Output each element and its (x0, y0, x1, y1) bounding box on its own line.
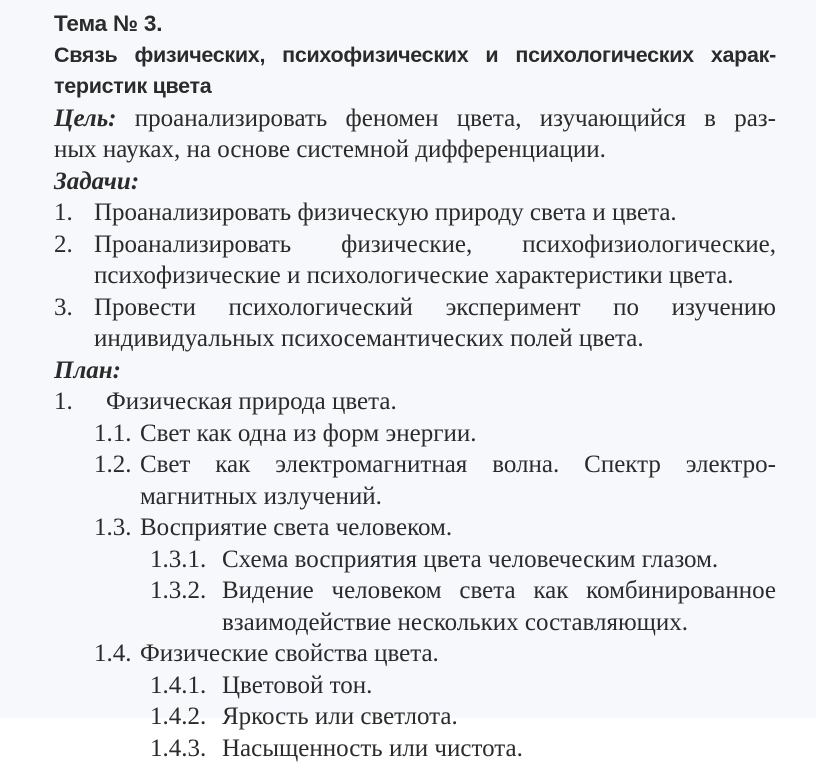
plan-number: 1.3.1. (150, 544, 222, 576)
plan-section-1 (54, 386, 776, 418)
plan-item-1-4-1 (54, 670, 776, 702)
plan-item-1-4-2 (54, 701, 776, 733)
topic-title-line-1: Связь физических, психофизических и психологических харак- (54, 40, 776, 72)
plan-number: 1.3. (94, 512, 140, 544)
plan-item-1-2-continued: магнитных излучений. (54, 481, 776, 513)
plan-number: 1.4.3. (150, 733, 222, 764)
plan-text: Свет как одна из форм энергии. (140, 418, 776, 450)
task-number: 3. (54, 292, 94, 324)
tasks-label: Задачи: (54, 166, 776, 198)
task-item-1 (54, 197, 776, 229)
plan-item-1-4-3 (54, 733, 776, 764)
plan-number: 1.4.1. (150, 670, 222, 702)
plan-text: Насыщенность или чистота. (222, 733, 776, 764)
task-text: Проанализировать физические, психофизиологические, (94, 229, 776, 261)
plan-item-1-3-2 (54, 575, 776, 607)
plan-text: Цветовой тон. (222, 670, 776, 702)
plan-item-1-2 (54, 449, 776, 481)
plan-text: Свет как электромагнитная волна. Спектр электро- (140, 449, 776, 481)
task-item-3 (54, 292, 776, 324)
plan-number: 1.2. (94, 449, 140, 481)
task-text: Проанализировать физическую природу света и цвета. (94, 197, 776, 229)
plan-item-1-4 (54, 638, 776, 670)
plan-number: 1.3.2. (150, 575, 222, 607)
task-text: Провести психологический эксперимент по изучению (94, 292, 776, 324)
plan-item-1-3-2-continued: взаимодействие нескольких составляющих. (54, 607, 776, 639)
plan-item-1-3 (54, 512, 776, 544)
plan-text: Физическая природа цвета. (106, 386, 776, 418)
plan-text: Физические свойства цвета. (140, 638, 776, 670)
goal-text: проанализировать феномен цвета, изучающийся в раз- (135, 105, 776, 132)
plan-label: План: (54, 355, 776, 387)
plan-text: Яркость или светлота. (222, 701, 776, 733)
topic-title-line-2: теристик цвета (54, 71, 776, 103)
plan-text: Схема восприятия цвета человеческим глазом. (222, 544, 776, 576)
goal-line-1 (54, 103, 776, 135)
goal-line-2: ных науках, на основе системной дифференциации. (54, 134, 776, 166)
task-number: 2. (54, 229, 94, 261)
plan-item-1-1 (54, 418, 776, 450)
goal-label: Цель: (54, 105, 117, 132)
plan-number: 1.4. (94, 638, 140, 670)
plan-text: Видение человеком света как комбинированное (222, 575, 776, 607)
plan-text: Восприятие света человеком. (140, 512, 776, 544)
task-item-2 (54, 229, 776, 261)
task-item-2-continued: психофизические и психологические характеристики цвета. (54, 260, 776, 292)
plan-number: 1. (54, 386, 106, 418)
plan-number: 1.4.2. (150, 701, 222, 733)
topic-number: Тема № 3. (54, 8, 776, 40)
plan-number: 1.1. (94, 418, 140, 450)
task-item-3-continued: индивидуальных психосемантических полей цвета. (54, 323, 776, 355)
task-number: 1. (54, 197, 94, 229)
plan-item-1-3-1 (54, 544, 776, 576)
